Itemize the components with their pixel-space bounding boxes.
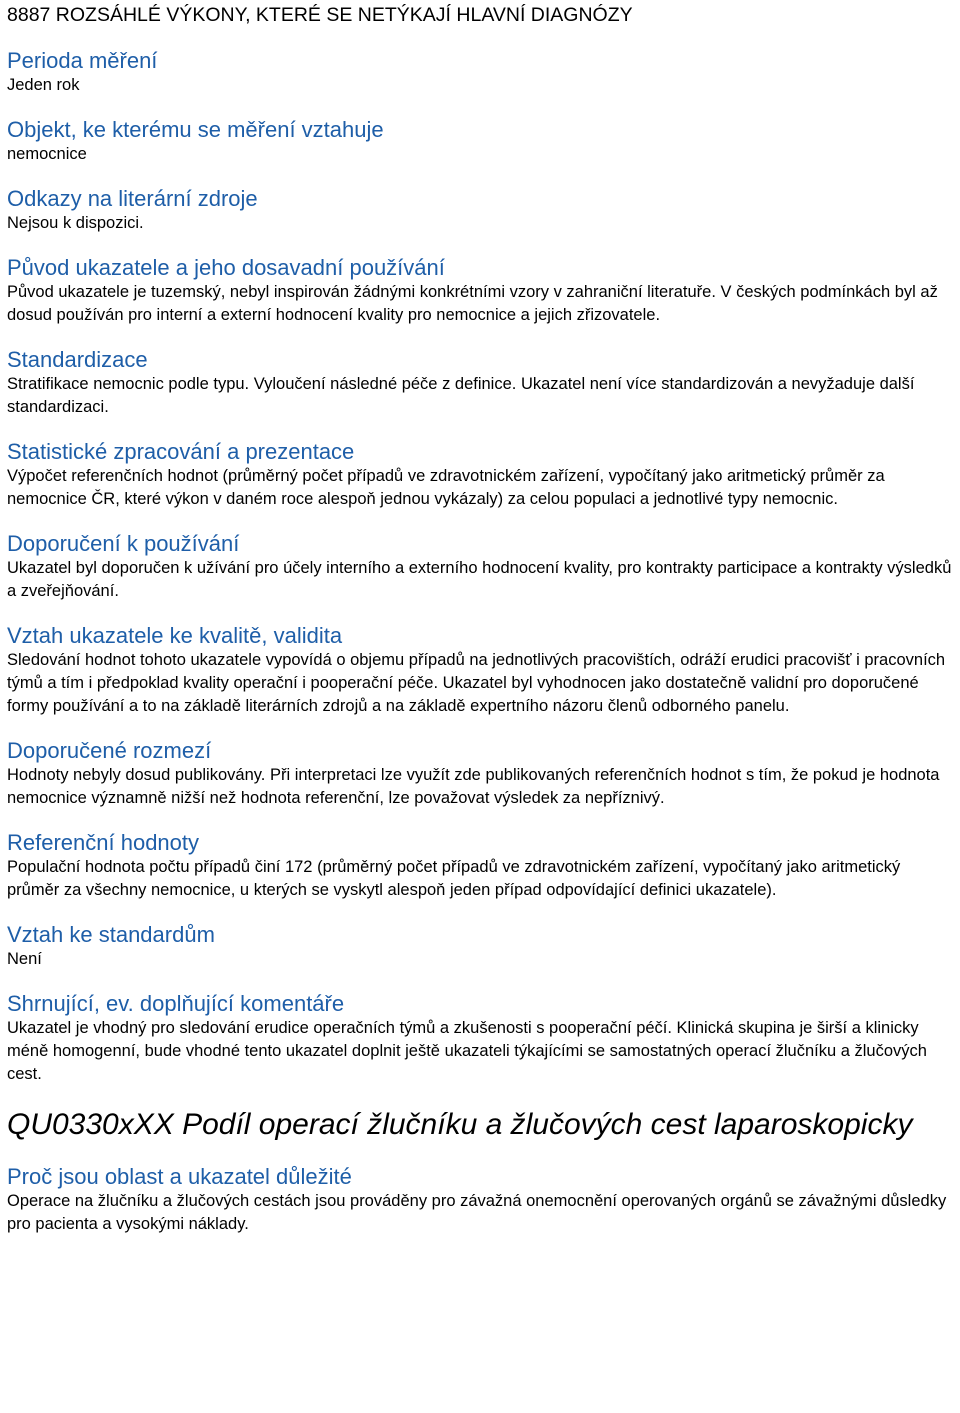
section-body: Nejsou k dispozici.	[7, 214, 144, 232]
section-heading: Perioda měření	[7, 48, 158, 73]
next-indicator-title: QU0330xXX Podíl operací žlučníku a žlučových cest laparoskopicky	[7, 1108, 913, 1141]
section-body: Ukazatel je vhodný pro sledování erudice operačních týmů a zkušenosti s pooperační péčí. Klinická skupina je širší a klinicky méně homogenní, bude vhodné tento ukazatel doplnit ještě ukazateli týkajícími se samostatných operací žlučníku a žlučových cest.	[7, 1019, 927, 1083]
section-heading: Doporučení k používání	[7, 531, 240, 556]
section-objekt	[7, 117, 953, 166]
section-body: Ukazatel byl doporučen k užívání pro účely interního a externího hodnocení kvality, pro kontrakty participace a kontrakty výsledků a zveřejňování.	[7, 559, 952, 600]
section-body: Původ ukazatele je tuzemský, nebyl inspirován žádnými konkrétními vzory v zahraniční literatuře. V českých podmínkách byl až dosud používán pro interní a externí hodnocení kvality pro nemocnice a jejich zřizovatele.	[7, 283, 938, 324]
section-perioda	[7, 48, 953, 97]
section-doporuceni	[7, 531, 953, 603]
section-heading: Statistické zpracování a prezentace	[7, 439, 355, 464]
section-referencni-hodnoty	[7, 830, 953, 902]
section-heading: Původ ukazatele a jeho dosavadní používání	[7, 255, 445, 280]
section-shrnujici-komentare	[7, 991, 953, 1086]
section-body: Není	[7, 950, 42, 968]
section-heading: Shrnující, ev. doplňující komentáře	[7, 991, 345, 1016]
section-odkazy	[7, 186, 953, 235]
section-standardizace	[7, 347, 953, 419]
section-heading: Objekt, ke kterému se měření vztahuje	[7, 117, 384, 142]
section-heading: Standardizace	[7, 347, 148, 372]
section-body: Populační hodnota počtu případů činí 172 (průměrný počet případů ve zdravotnickém zařízení, vypočítaný jako aritmetický průměr za všechny nemocnice, u kterých se vyskytl alespoň jeden případ odpovídající definici ukazatele).	[7, 858, 901, 899]
section-doporucene-rozmezi	[7, 738, 953, 810]
section-statisticke-zpracovani	[7, 439, 953, 511]
section-body: Jeden rok	[7, 76, 80, 94]
section-proc-dulezite	[7, 1164, 953, 1236]
section-vztah-ke-kvalite	[7, 623, 953, 718]
section-heading: Odkazy na literární zdroje	[7, 186, 258, 211]
section-heading: Vztah ke standardům	[7, 922, 215, 947]
section-heading: Doporučené rozmezí	[7, 738, 212, 763]
section-body: Hodnoty nebyly dosud publikovány. Při interpretaci lze využít zde publikovaných referenčních hodnot s tím, že pokud je hodnota nemocnice významně nižší než hodnota referenční, lze považovat výsledek za nepříznivý.	[7, 766, 940, 807]
section-body: nemocnice	[7, 145, 87, 163]
section-body: Operace na žlučníku a žlučových cestách jsou prováděny pro závažná onemocnění operovaných orgánů se závažnými důsledky pro pacienta a vysokými náklady.	[7, 1192, 947, 1233]
section-vztah-ke-standardum	[7, 922, 953, 971]
section-heading: Referenční hodnoty	[7, 830, 200, 855]
section-body: Sledování hodnot tohoto ukazatele vypovídá o objemu případů na jednotlivých pracovištích, odráží erudici pracovišť i pracovních týmů a tím i předpoklad kvality operační i pooperační péče. Ukazatel byl vyhodnocen jako dostatečně validní pro doporučené formy používání a to na základě literárních zdrojů a na základě expertního názoru členů odborného panelu.	[7, 651, 946, 715]
indicator-header: 8887 ROZSÁHLÉ VÝKONY, KTERÉ SE NETÝKAJÍ HLAVNÍ DIAGNÓZY	[7, 4, 633, 26]
section-body: Stratifikace nemocnic podle typu. Vyloučení následné péče z definice. Ukazatel není více standardizován a nevyžaduje další standardizaci.	[7, 375, 915, 416]
section-puvod	[7, 255, 953, 327]
section-heading: Proč jsou oblast a ukazatel důležité	[7, 1164, 352, 1189]
section-heading: Vztah ukazatele ke kvalitě, validita	[7, 623, 343, 648]
section-body: Výpočet referenčních hodnot (průměrný počet případů ve zdravotnickém zařízení, vypočítaný jako aritmetický průměr za nemocnice ČR, které výkon v daném roce alespoň jednou vykázaly) za celou populaci a jednotlivé typy nemocnic.	[7, 467, 885, 508]
